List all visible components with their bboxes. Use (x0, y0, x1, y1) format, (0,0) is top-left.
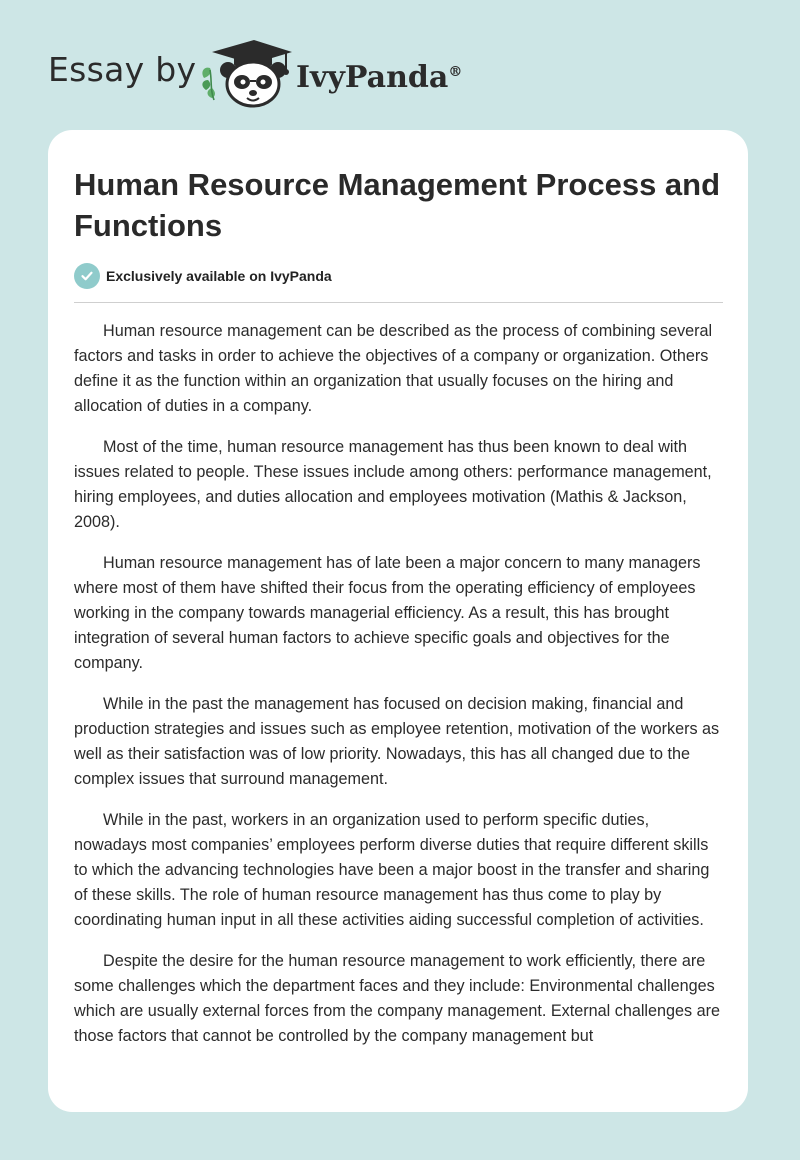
check-icon (74, 263, 100, 289)
essay-by-label: Essay by (48, 50, 197, 89)
paragraph: Despite the desire for the human resource management to work efficiently, there are some challenges which the department faces and they include: Environmental challenges which are usually external forces from the company management. External challenges are those factors that cannot be controlled by the company management but (74, 952, 721, 1045)
registered-mark: ® (448, 64, 463, 80)
brand-name[interactable] (296, 52, 462, 98)
essay-card (48, 130, 748, 1112)
paragraph: Human resource management has of late been a major concern to many managers where most of them have shifted their focus from the operating efficiency of employees working in the company towards managerial efficiency. As a result, this has brought integration of several human factors to achieve specific goals and objectives for the company. (74, 554, 701, 672)
panda-graduation-cap-icon[interactable] (198, 38, 294, 108)
page-title: Human Resource Management Process and Functions (74, 167, 721, 243)
badge-text: Exclusively available on IvyPanda (106, 268, 332, 284)
divider (74, 302, 723, 303)
essay-body (74, 319, 724, 1065)
site-header (0, 0, 800, 130)
exclusive-badge (74, 263, 332, 289)
paragraph: While in the past, workers in an organization used to perform specific duties, nowadays most companies’ employees perform diverse duties that require different skills to which the advancing technologies have been a major boost in the transfer and sharing of these skills. The role of human resource management has thus come to play by coordinating human input in all these activities aiding successful completion of activities. (74, 811, 710, 929)
paragraph: While in the past the management has focused on decision making, financial and production strategies and issues such as employee retention, motivation of the workers as well as their satisfaction was of low priority. Nowadays, this has all changed due to the complex issues that surround management. (74, 695, 720, 788)
paragraph: Most of the time, human resource management has thus been known to deal with issues related to people. These issues include among others: performance management, hiring employees, and duties allocation and employees motivation (Mathis & Jackson, 2008). (74, 438, 712, 531)
brand-name-text: IvyPanda (296, 60, 449, 95)
paragraph: Human resource management can be described as the process of combining several factors and tasks in order to achieve the objectives of a company or organization. Others define it as the function within an organization that usually focuses on the hiring and allocation of duties in a company. (74, 322, 713, 415)
